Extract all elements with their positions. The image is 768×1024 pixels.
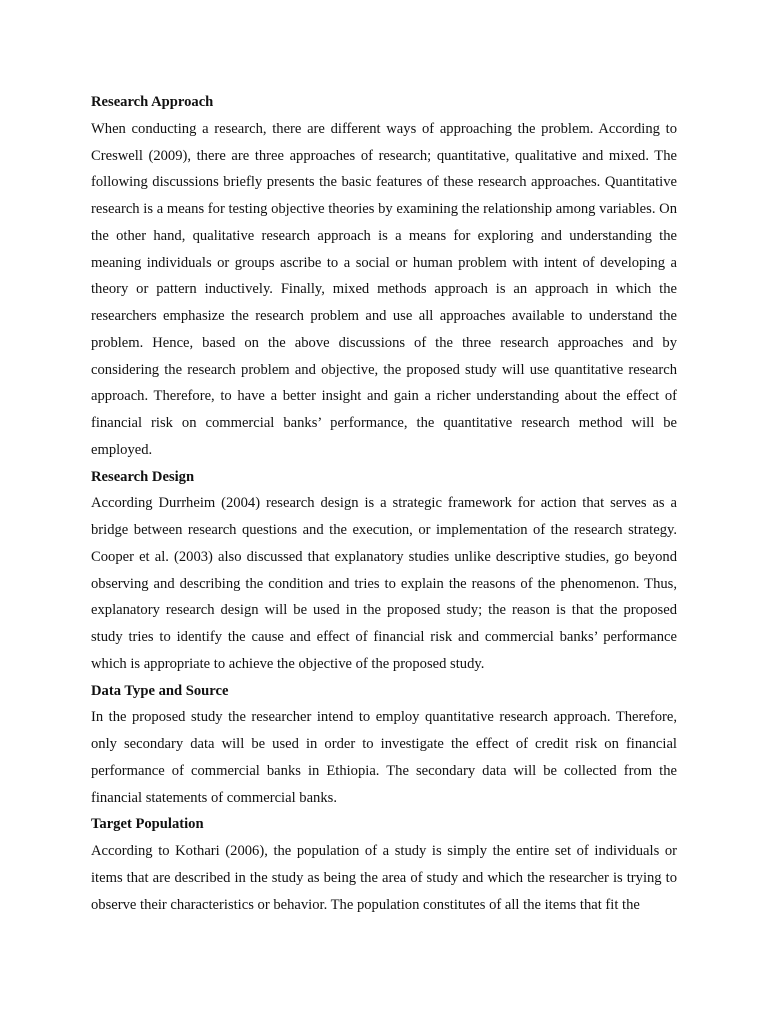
section-body-research-design: According Durrheim (2004) research design is a strategic framework for action that serves as a bridge between research questions and the execution, or implementation of the research strategy. Cooper et al. (2003) also discussed that explanatory studies unlike descriptive studies, go beyond observing and describing the condition and tries to explain the reasons of the phenomenon. Thus, explanatory research design will be used in the proposed study; the reason is that the proposed study tries to identify the cause and effect of financial risk and commercial banks’ performance which is appropriate to achieve the objective of the proposed study. — [91, 495, 677, 672]
section-body-data-type-and-source: In the proposed study the researcher intend to employ quantitative research approach. Therefore, only secondary data will be used in order to investigate the effect of credit risk on financial performance of commercial banks in Ethiopia. The secondary data will be collected from the financial statements of commercial banks. — [91, 709, 677, 806]
section-heading-research-design: Research Design — [91, 468, 195, 485]
document-page — [91, 89, 677, 918]
section-body-target-population: According to Kothari (2006), the population of a study is simply the entire set of individuals or items that are described in the study as being the area of study and which the researcher is trying to observe their characteristics or behavior. The population constitutes of all the items that fit the — [91, 843, 677, 913]
section-body-research-approach: When conducting a research, there are different ways of approaching the problem. According to Creswell (2009), there are three approaches of research; quantitative, qualitative and mixed. The following discussions briefly presents the basic features of these research approaches. Quantitative research is a means for testing objective theories by examining the relationship among variables. On the other hand, qualitative research approach is a means for exploring and understanding the meaning individuals or groups ascribe to a social or human problem with intent of developing a theory or pattern inductively. Finally, mixed methods approach is an approach in which the researchers emphasize the research problem and use all approaches available to understand the problem. Hence, based on the above discussions of the three research approaches and by considering the research problem and objective, the proposed study will use quantitative research approach. Therefore, to have a better insight and gain a richer understanding about the effect of financial risk on commercial banks’ performance, the quantitative research method will be employed. — [91, 120, 677, 458]
section-heading-data-type-and-source: Data Type and Source — [91, 682, 229, 699]
section-heading-target-population: Target Population — [91, 816, 204, 833]
section-heading-research-approach: Research Approach — [91, 94, 214, 110]
